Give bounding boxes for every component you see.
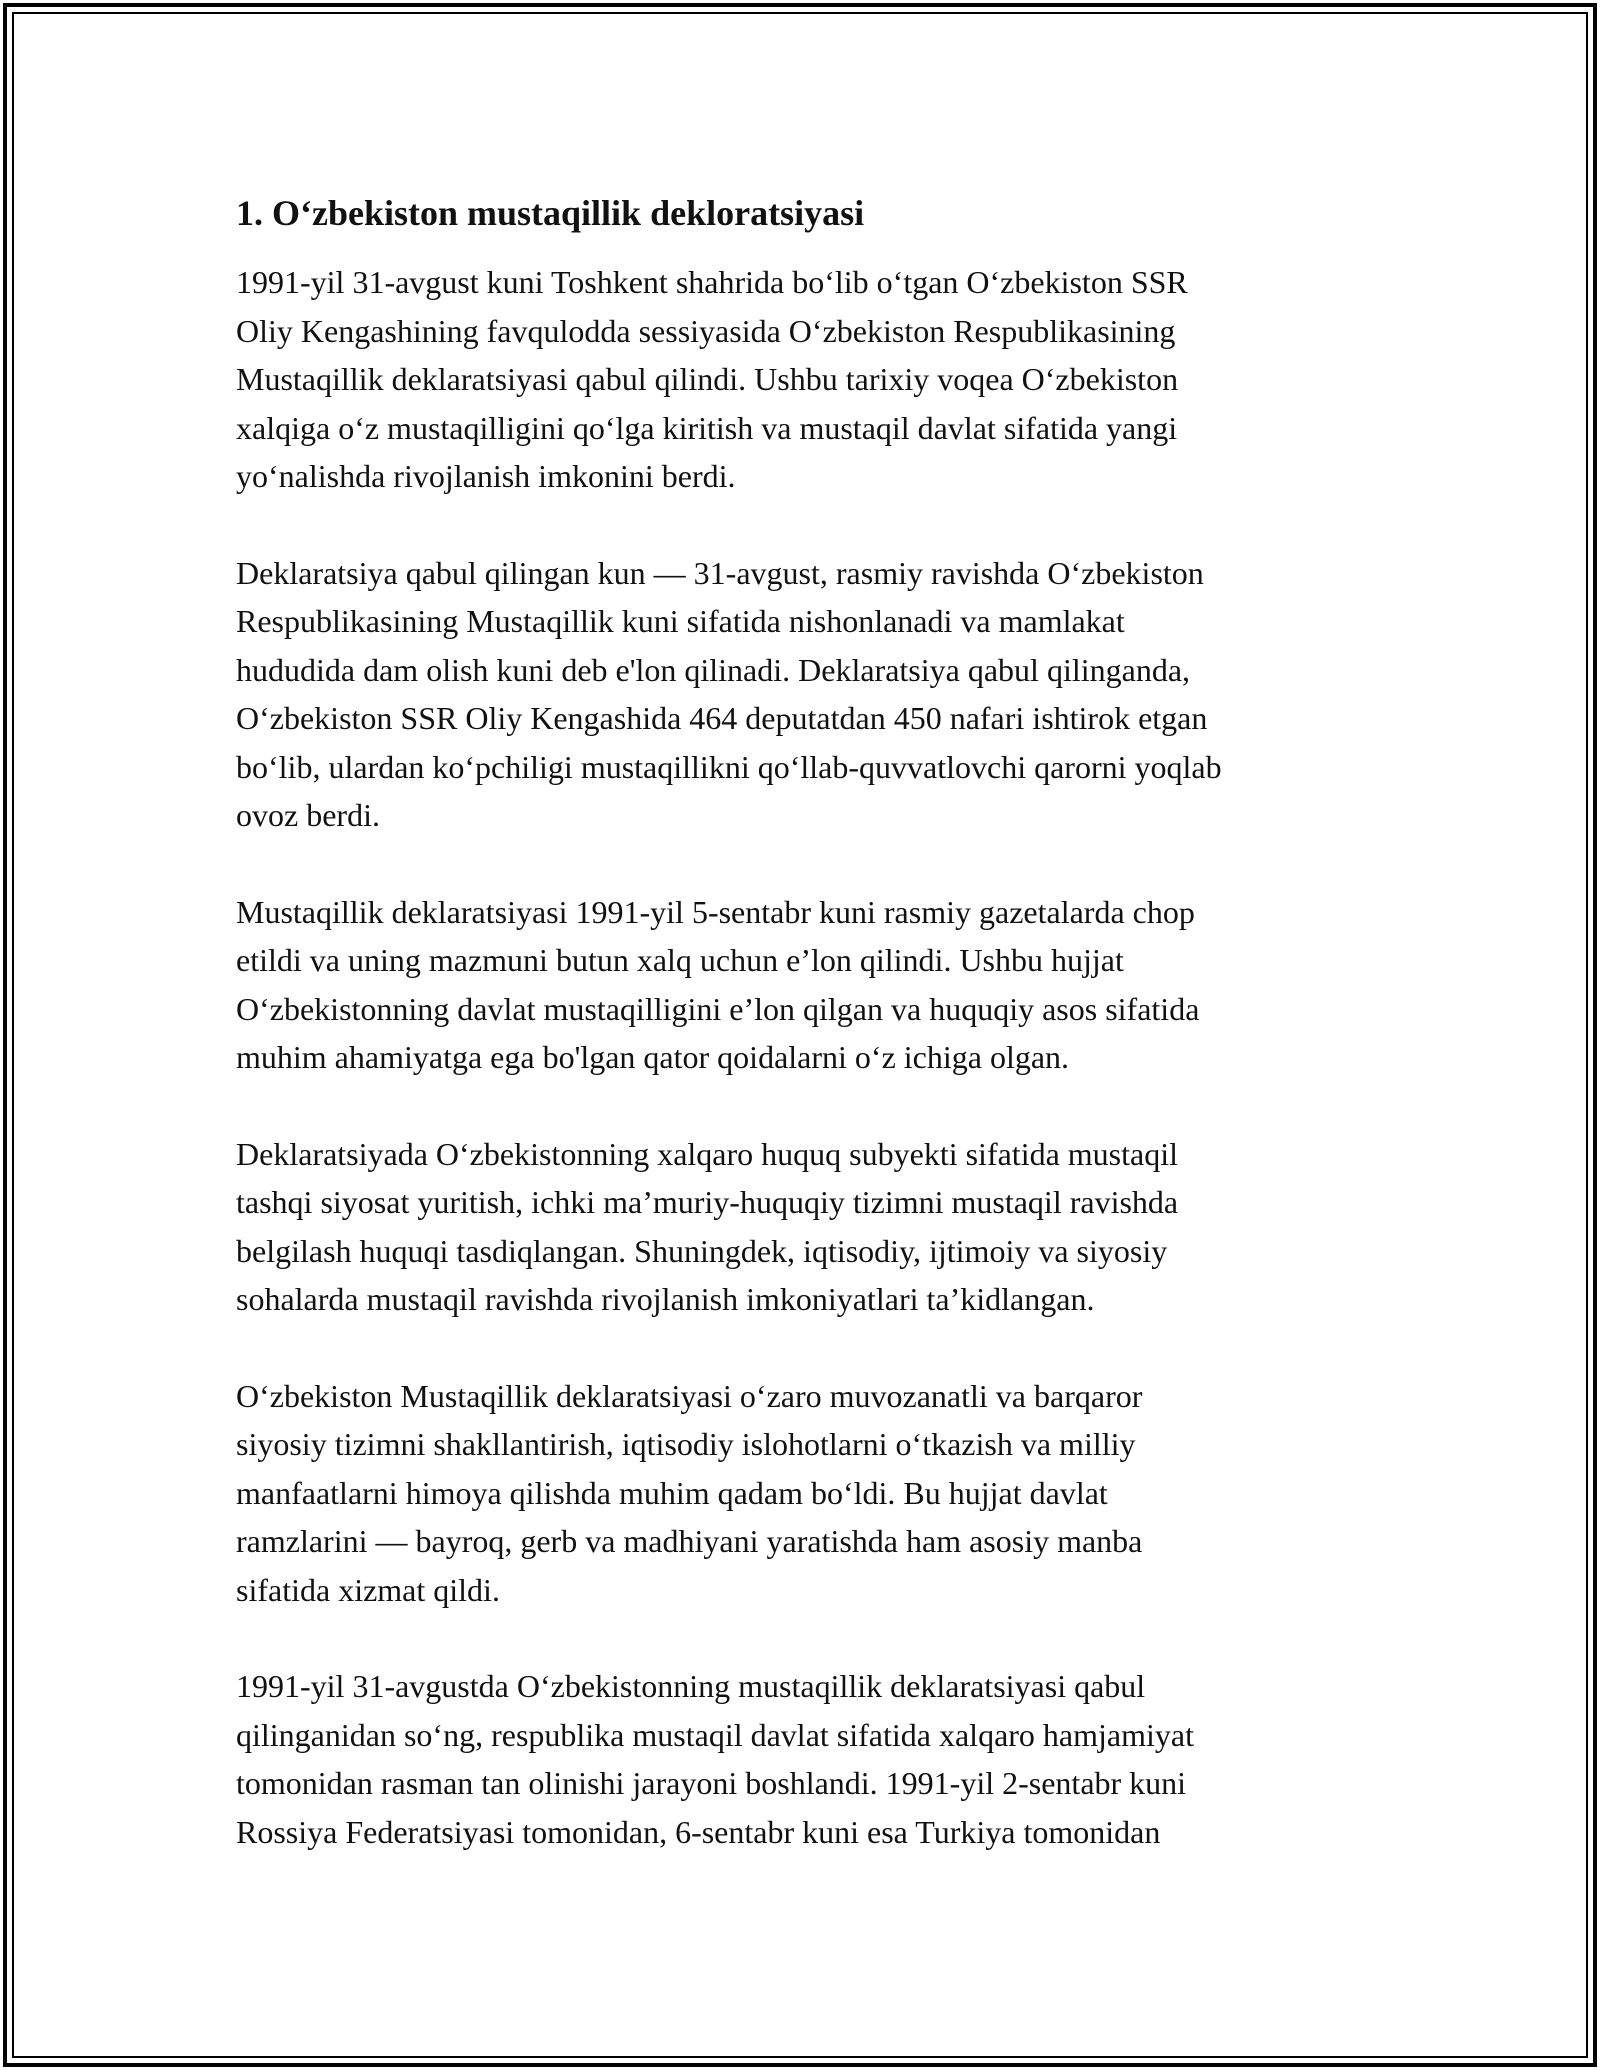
paragraph (236, 1130, 1376, 1324)
text-line: Rossiya Federatsiyasi tomonidan, 6-sentabr kuni esa Turkiya tomonidan (236, 1813, 1161, 1850)
paragraph (236, 549, 1376, 840)
paragraph (236, 258, 1376, 501)
text-line: ramzlarini — bayroq, gerb va madhiyani yaratishda ham asosiy manba (236, 1523, 1143, 1559)
text-line: bo‘lib, ulardan ko‘pchiligi mustaqillikni qo‘llab-quvvatlovchi qarorni yoqlab (236, 748, 1222, 785)
text-line: belgilash huquqi tasdiqlangan. Shuningdek, iqtisodiy, ijtimoiy va siyosiy (236, 1232, 1168, 1269)
text-line: ovoz berdi. (236, 797, 380, 833)
text-line: yo‘nalishda rivojlanish imkonini berdi. (236, 458, 736, 494)
text-line: Oliy Kengashining favqulodda sessiyasida O‘zbekiston Respublikasining (236, 312, 1176, 349)
text-line: muhim ahamiyatga ega bo'lgan qator qoidalarni o‘z ichiga olgan. (236, 1039, 1070, 1075)
text-line: Deklaratsiyada O‘zbekistonning xalqaro huquq subyekti sifatida mustaqil (236, 1135, 1178, 1172)
text-line: Deklaratsiya qabul qilingan kun — 31-avgust, rasmiy ravishda O‘zbekiston (236, 554, 1204, 591)
paragraph (236, 1372, 1376, 1615)
text-line: Respublikasining Mustaqillik kuni sifatida nishonlanadi va mamlakat (236, 603, 1125, 639)
paragraph (236, 888, 1376, 1082)
text-line: sifatida xizmat qildi. (236, 1571, 500, 1608)
text-line: O‘zbekistonning davlat mustaqilligini e’lon qilgan va huquqiy asos sifatida (236, 990, 1200, 1027)
text-line: hududida dam olish kuni deb e'lon qilinadi. Deklaratsiya qabul qilinganda, (236, 651, 1191, 688)
text-line: Mustaqillik deklaratsiyasi 1991-yil 5-sentabr kuni rasmiy gazetalarda chop (236, 893, 1195, 930)
text-line: O‘zbekiston SSR Oliy Kengashida 464 deputatdan 450 nafari ishtirok etgan (236, 700, 1208, 736)
text-line: O‘zbekiston Mustaqillik deklaratsiyasi o‘zaro muvozanatli va barqaror (236, 1377, 1143, 1414)
text-line: tomonidan rasman tan olinishi jarayoni boshlandi. 1991-yil 2-sentabr kuni (236, 1765, 1187, 1801)
document-title: 1. O‘zbekiston mustaqillik dekloratsiyasi (236, 193, 865, 233)
text-line: tashqi siyosat yuritish, ichki ma’muriy-huquqiy tizimni mustaqil ravishda (236, 1184, 1179, 1220)
document-body (236, 188, 1376, 1904)
text-line: sohalarda mustaqil ravishda rivojlanish imkoniyatlari ta’kidlangan. (236, 1281, 1095, 1317)
text-line: Mustaqillik deklaratsiyasi qabul qilindi. Ushbu tarixiy voqea O‘zbekiston (236, 361, 1179, 397)
text-line: qilinganidan so‘ng, respublika mustaqil davlat sifatida xalqaro hamjamiyat (236, 1716, 1194, 1753)
text-line: etildi va uning mazmuni butun xalq uchun e’lon qilindi. Ushbu hujjat (236, 942, 1124, 978)
paragraph (236, 1662, 1376, 1856)
text-line: siyosiy tizimni shakllantirish, iqtisodiy islohotlarni o‘tkazish va milliy (236, 1426, 1136, 1462)
text-line: manfaatlarni himoya qilishda muhim qadam bo‘ldi. Bu hujjat davlat (236, 1474, 1108, 1511)
text-line: xalqiga o‘z mustaqilligini qo‘lga kiritish va mustaqil davlat sifatida yangi (236, 409, 1178, 446)
text-line: 1991-yil 31-avgustda O‘zbekistonning mustaqillik deklaratsiyasi qabul (236, 1668, 1146, 1704)
text-line: 1991-yil 31-avgust kuni Toshkent shahrida bo‘lib o‘tgan O‘zbekiston SSR (236, 264, 1188, 300)
